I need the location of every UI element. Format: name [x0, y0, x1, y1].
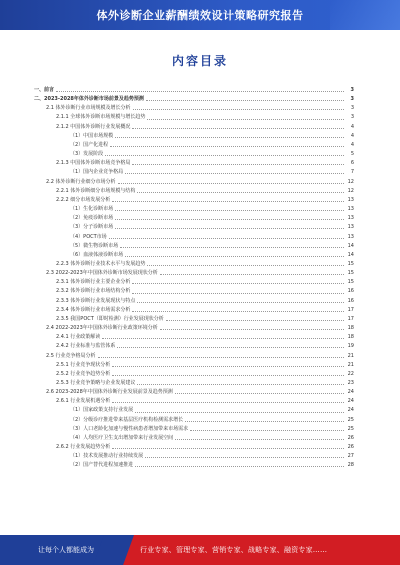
toc-leader-dots	[112, 402, 344, 403]
toc-entry[interactable]	[34, 352, 354, 361]
toc-entry-text: 2.1.1 全球体外诊断市场规模与增长趋势	[56, 114, 146, 121]
toc-entry[interactable]	[34, 434, 354, 443]
toc-entry-text: （3）发展阶段	[70, 151, 104, 158]
toc-page-number: 13	[347, 215, 354, 222]
toc-entry[interactable]	[34, 187, 354, 196]
toc-page-number: 24	[347, 398, 354, 405]
toc-page-number: 18	[347, 325, 354, 332]
toc-leader-dots	[115, 210, 344, 211]
toc-leader-dots	[125, 173, 344, 174]
toc-leader-dots	[56, 91, 344, 92]
toc-entry[interactable]	[34, 425, 354, 434]
toc-entry-text: 2.6 2023-2028年中国体外诊断行业发展前景及趋势预测	[46, 389, 173, 396]
toc-leader-dots	[132, 311, 344, 312]
toc-entry-text: 2.5.2 行业竞争趋势分析	[56, 370, 111, 377]
toc-page-number: 13	[347, 206, 354, 213]
header-title: 体外诊断企业薪酬绩效设计策略研究报告	[96, 9, 304, 22]
toc-page-number: 13	[347, 224, 354, 231]
toc-entry[interactable]	[34, 233, 354, 242]
toc-entry-text: （3）人口老龄化加速与慢性病患者增加带来市场需求	[70, 425, 189, 432]
toc-entry[interactable]	[34, 132, 354, 141]
toc-page-number: 3	[350, 114, 354, 121]
toc-page-number: 18	[347, 334, 354, 341]
toc-leader-dots	[137, 192, 344, 193]
toc-page-number: 14	[347, 251, 354, 258]
toc-entry[interactable]	[34, 324, 354, 333]
toc-leader-dots	[105, 155, 344, 156]
toc-page-number: 27	[347, 453, 354, 460]
toc-entry[interactable]	[34, 306, 354, 315]
toc-entry[interactable]	[34, 104, 354, 113]
toc-entry-text: 2.1.2 中国体外诊断行业发展概况	[56, 123, 131, 130]
toc-entry-text: 2.5 行业竞争格局分析	[46, 352, 96, 359]
toc-entry-text: 2.6.1 行业发展机遇分析	[56, 398, 111, 405]
toc-leader-dots	[98, 357, 344, 358]
toc-entry-text: 2.2.1 体外诊断细分市场规模与结构	[56, 187, 136, 194]
toc-entry[interactable]	[34, 214, 354, 223]
toc-leader-dots	[147, 119, 344, 120]
toc-leader-dots	[166, 320, 344, 321]
toc-leader-dots	[115, 219, 344, 220]
toc-page-number: 25	[347, 425, 354, 432]
toc-leader-dots	[190, 430, 344, 431]
toc-page-number: 28	[347, 462, 354, 469]
toc-page-number: 21	[347, 352, 354, 359]
toc-entry-text: 2.4 2022-2023年中国体外诊断行业政策环境分析	[46, 325, 158, 332]
toc-leader-dots	[117, 347, 344, 348]
toc-entry-text: （2）国产替代进程加速推进	[70, 462, 134, 469]
toc-leader-dots	[112, 375, 344, 376]
toc-entry[interactable]	[34, 287, 354, 296]
toc-entry-text: 2.2.2 细分市场发展分析	[56, 196, 111, 203]
toc-page-number: 15	[347, 260, 354, 267]
toc-leader-dots	[160, 274, 344, 275]
toc-entry-text: 2.3.2 体外诊断行业市场结构分析	[56, 288, 131, 295]
toc-entry[interactable]	[34, 159, 354, 168]
toc-page-number: 16	[347, 297, 354, 304]
toc-page-number: 15	[347, 279, 354, 286]
toc-entry-text: （4）人均医疗卫生支出增加带来行业发展空间	[70, 434, 174, 441]
toc-entry[interactable]	[34, 416, 354, 425]
toc-leader-dots	[147, 265, 344, 266]
toc-leader-dots	[175, 439, 344, 440]
toc-entry-text: （1）技术发展推动行业持续发展	[70, 453, 144, 460]
toc-entry-text: 2.1 体外诊断行业市场规模及增长分析	[46, 105, 131, 112]
toc-entry-text: 2.4.2 行业标准与监管体系	[56, 343, 116, 350]
toc-entry-text: （1）国家政策支持行业发展	[70, 407, 134, 414]
toc-page-number: 6	[350, 160, 354, 167]
toc-entry[interactable]	[34, 95, 354, 104]
toc-entry[interactable]	[34, 269, 354, 278]
toc-page-number: 3	[350, 96, 354, 103]
footer-expert-list: 行业专家、管理专家、营销专家、战略专家、融资专家……	[140, 546, 328, 554]
toc-page-number: 12	[347, 187, 354, 194]
toc-entry[interactable]	[34, 452, 354, 461]
toc-entry[interactable]	[34, 379, 354, 388]
toc-leader-dots	[135, 412, 344, 413]
toc-page-number: 5	[350, 151, 354, 158]
toc-entry[interactable]	[34, 397, 354, 406]
toc-leader-dots	[102, 338, 344, 339]
toc-entry-text: 2.2 体外诊断行业细分市场分析	[46, 178, 116, 185]
header-accent	[330, 0, 400, 30]
toc-page-number: 19	[347, 343, 354, 350]
table-of-contents	[34, 86, 354, 471]
toc-leader-dots	[185, 421, 344, 422]
toc-page-number: 15	[347, 270, 354, 277]
toc-leader-dots	[109, 238, 344, 239]
toc-leader-dots	[175, 393, 344, 394]
toc-page-number: 3	[350, 87, 354, 93]
toc-entry-text: 2.3 2022-2023年中国体外诊断市场发展现状分析	[46, 270, 158, 277]
toc-entry[interactable]	[34, 168, 354, 177]
toc-page-number: 26	[347, 444, 354, 451]
toc-entry[interactable]	[34, 251, 354, 260]
toc-page-number: 3	[350, 105, 354, 112]
toc-leader-dots	[112, 448, 344, 449]
toc-entry[interactable]	[34, 178, 354, 187]
toc-entry-text: （4）POCT市场	[70, 233, 107, 240]
toc-entry-text: （1）生化诊断市场	[70, 206, 114, 213]
toc-entry-text: （2）分级诊疗推进带来基层医疗机构检测需求增长	[70, 416, 184, 423]
toc-page-number: 17	[347, 315, 354, 322]
toc-leader-dots	[120, 247, 344, 248]
toc-entry[interactable]	[34, 388, 354, 397]
toc-entry[interactable]	[34, 150, 354, 159]
toc-leader-dots	[137, 302, 344, 303]
toc-entry[interactable]	[34, 278, 354, 287]
toc-leader-dots	[125, 256, 344, 257]
toc-entry[interactable]	[34, 123, 354, 132]
toc-entry[interactable]	[34, 297, 354, 306]
toc-entry-text: 2.2.3 体外诊断行业技术水平与发展趋势	[56, 260, 146, 267]
toc-leader-dots	[133, 109, 344, 110]
toc-leader-dots	[132, 128, 344, 129]
toc-page-number: 25	[347, 416, 354, 423]
toc-page-number: 22	[347, 370, 354, 377]
toc-entry-text: 2.3.3 体外诊断行业发展现状与特点	[56, 297, 136, 304]
toc-title: 内容目录	[171, 54, 228, 68]
toc-entry[interactable]	[34, 113, 354, 122]
toc-leader-dots	[160, 329, 344, 330]
toc-entry-text: 2.3.4 体外诊断行业市场需求分析	[56, 306, 131, 313]
page-footer	[0, 535, 400, 565]
toc-page-number: 12	[347, 178, 354, 185]
toc-entry[interactable]	[34, 406, 354, 415]
toc-entry-text: （1）国内企业竞争格局	[70, 169, 124, 176]
toc-entry-text: （1）中国市场规模	[70, 132, 114, 139]
toc-leader-dots	[137, 384, 344, 385]
toc-page-number: 24	[347, 389, 354, 396]
toc-page-number: 7	[350, 169, 354, 176]
toc-page-number: 14	[347, 242, 354, 249]
toc-entry[interactable]	[34, 361, 354, 370]
toc-entry[interactable]	[34, 342, 354, 351]
toc-page-number: 17	[347, 306, 354, 313]
toc-entry[interactable]	[34, 242, 354, 251]
toc-page-number: 26	[347, 434, 354, 441]
toc-page-number: 24	[347, 407, 354, 414]
toc-entry[interactable]	[34, 443, 354, 452]
toc-entry-text: 2.6.2 行业发展趋势分析	[56, 444, 111, 451]
toc-page-number: 23	[347, 380, 354, 386]
toc-entry[interactable]	[34, 461, 354, 470]
toc-page-number: 13	[347, 196, 354, 203]
toc-leader-dots	[135, 466, 344, 467]
toc-leader-dots	[115, 228, 344, 229]
toc-leader-dots	[132, 293, 344, 294]
toc-entry[interactable]	[34, 260, 354, 269]
page-header	[0, 0, 400, 30]
toc-entry[interactable]	[34, 315, 354, 324]
toc-entry-text: 2.4.1 行业政策解读	[56, 334, 101, 341]
toc-leader-dots	[112, 366, 344, 367]
toc-leader-dots	[115, 137, 344, 138]
toc-entry-text: （2）免疫诊断市场	[70, 215, 114, 222]
toc-entry-text: （5）微生物诊断市场	[70, 242, 119, 249]
toc-entry[interactable]	[34, 141, 354, 150]
toc-entry-text: 二、2023-2028年体外诊断市场前景及趋势预测	[34, 96, 144, 103]
toc-entry-text: （3）分子诊断市场	[70, 224, 114, 231]
toc-entry-text: 一、前言	[34, 87, 55, 93]
toc-entry-text: （6）血液体液诊断市场	[70, 251, 124, 258]
toc-page-number: 16	[347, 288, 354, 295]
toc-entry-text: 2.5.3 行业竞争策略与企业发展建议	[56, 380, 136, 386]
toc-leader-dots	[118, 183, 344, 184]
toc-page-number: 21	[347, 361, 354, 368]
toc-entry[interactable]	[34, 333, 354, 342]
toc-entry[interactable]	[34, 205, 354, 214]
toc-page-number: 4	[350, 141, 354, 148]
toc-entry[interactable]	[34, 86, 354, 95]
toc-entry-text: 2.3.1 体外诊断行业主要企业分析	[56, 279, 131, 286]
toc-leader-dots	[132, 283, 344, 284]
toc-leader-dots	[132, 164, 344, 165]
toc-entry-text: 2.1.3 中国体外诊断市场竞争格局	[56, 160, 131, 167]
toc-leader-dots	[145, 457, 344, 458]
footer-slogan: 让每个人都能成为	[38, 546, 94, 554]
toc-entry[interactable]	[34, 196, 354, 205]
toc-page-number: 4	[350, 132, 354, 139]
toc-entry-text: 2.5.1 行业竞争现状分析	[56, 361, 111, 368]
toc-page-number: 13	[347, 233, 354, 240]
toc-leader-dots	[112, 201, 344, 202]
toc-page-number: 4	[350, 123, 354, 130]
toc-leader-dots	[146, 100, 344, 101]
toc-entry-text: （2）国产化进程	[70, 141, 109, 148]
toc-entry[interactable]	[34, 370, 354, 379]
toc-entry[interactable]	[34, 223, 354, 232]
toc-leader-dots	[110, 146, 344, 147]
toc-entry-text: 2.3.5 我国POCT（即时检测）行业发展现状分析	[56, 315, 164, 322]
